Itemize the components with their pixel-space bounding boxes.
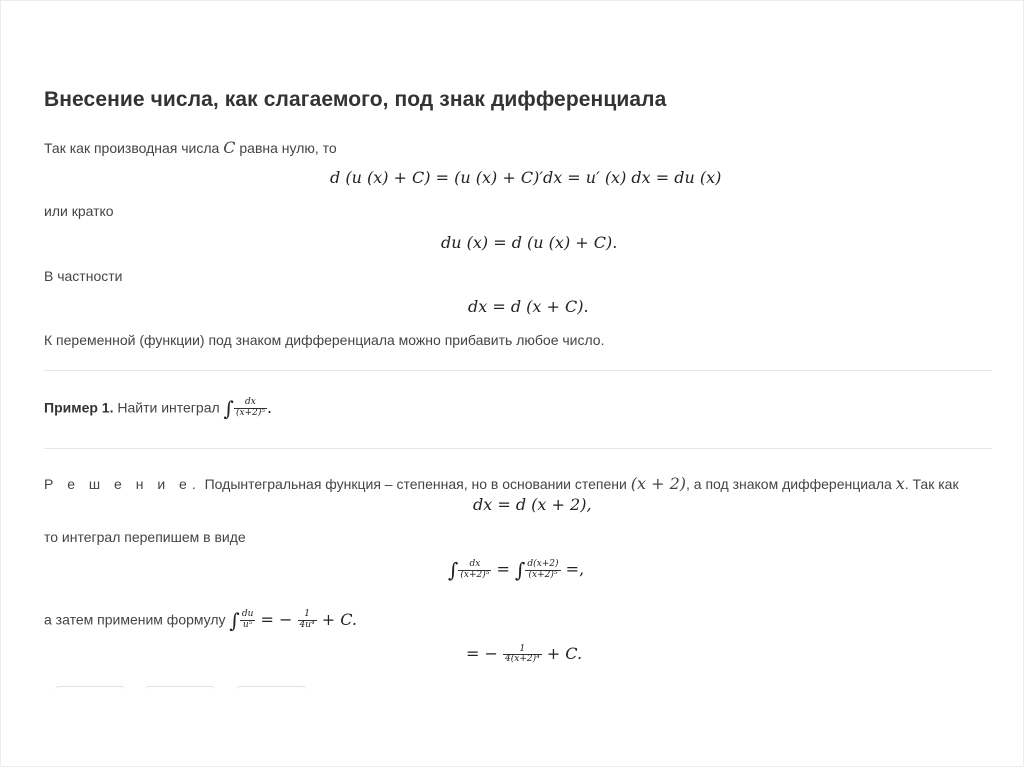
formula-1-text: d (u (x) + C) = (u (x) + C)′dx = u′ (x) dx = du (x) <box>330 168 722 187</box>
share-button-3[interactable] <box>236 686 306 697</box>
formula-short <box>441 233 617 252</box>
apply-den2: 4u⁴ <box>299 619 315 630</box>
solution-base: (x + 2) <box>630 474 686 493</box>
separator-bottom <box>44 448 992 449</box>
result-den: 4(x+2)⁴ <box>505 654 540 664</box>
page-title: Внесение числа, как слагаемого, под знак дифференциала <box>44 88 667 111</box>
share-button-1[interactable] <box>55 686 125 697</box>
rewrite-end: =, <box>565 559 585 579</box>
p1-after: равна нулю, то <box>239 140 337 156</box>
formula-dx <box>468 297 589 316</box>
constant-symbol: C <box>223 138 236 157</box>
rewrite-fraction-2 <box>525 560 560 580</box>
paragraph-rewrite: то интеграл перепишем в виде <box>44 529 246 545</box>
formula-differential-chain <box>330 168 721 187</box>
paragraph-short: или кратко <box>44 203 114 219</box>
apply-eq: = − <box>260 609 293 629</box>
formula-dx-shift <box>473 495 592 514</box>
formula-2-text: du (x) = d (u (x) + C). <box>441 233 618 252</box>
rewrite-num2: d(x+2) <box>527 559 559 570</box>
apply-formula <box>229 608 357 632</box>
result-num: 1 <box>503 645 542 655</box>
solution-var: x <box>895 474 905 493</box>
result-end: + C. <box>546 644 583 663</box>
solution-text3: . Так как <box>904 476 959 492</box>
rewrite-fraction-1 <box>458 560 491 580</box>
example-text: Найти интеграл <box>117 399 220 416</box>
result-fraction <box>503 645 542 665</box>
example-1 <box>44 396 272 420</box>
paragraph-apply <box>44 608 357 632</box>
paragraph-rule: К переменной (функции) под знаком дифференциала можно прибавить любое число. <box>44 332 605 348</box>
formula-3-text: dx = d (x + C). <box>468 297 589 316</box>
integral-sign-icon: ∫ <box>448 558 459 582</box>
integral-sign-icon: ∫ <box>515 558 526 582</box>
solution-paragraph <box>44 474 959 493</box>
example-end: . <box>266 397 273 417</box>
paragraph-particular: В частности <box>44 268 123 284</box>
rewrite-den1: (x+2)⁵ <box>460 569 490 580</box>
integral-sign-icon: ∫ <box>223 396 234 420</box>
example-num: dx <box>234 398 267 408</box>
apply-num2: 1 <box>298 610 317 620</box>
example-fraction <box>234 398 267 418</box>
apply-text: а затем применим формулу <box>44 611 226 628</box>
apply-end: + C. <box>321 609 357 629</box>
solution-text: Подынтегральная функция – степенная, но в основании степени <box>204 476 627 492</box>
paragraph-derivative <box>44 138 337 157</box>
result-eq: = − <box>466 644 498 663</box>
example-label: Пример 1. <box>44 399 114 416</box>
p1-before: Так как производная числа <box>44 140 220 156</box>
share-button-2[interactable] <box>145 686 215 697</box>
example-den: (x+2)⁵ <box>235 407 265 418</box>
rewrite-eq: = <box>496 559 510 579</box>
example-integral <box>223 396 273 420</box>
formula-rewrite <box>448 558 584 582</box>
solution-text2: , а под знаком дифференциала <box>686 476 892 492</box>
solution-label: Р е ш е н и е. <box>44 476 201 492</box>
apply-fraction-1 <box>240 610 256 630</box>
rewrite-den2: (x+2)⁵ <box>528 569 558 580</box>
apply-num: du <box>241 609 254 620</box>
formula-result <box>466 644 582 664</box>
integral-sign-icon: ∫ <box>229 608 240 632</box>
solution-formula: dx = d (x + 2), <box>473 495 592 514</box>
separator-top <box>44 370 992 371</box>
apply-den: u⁵ <box>242 619 253 630</box>
rewrite-num1: dx <box>458 560 491 570</box>
apply-fraction-2 <box>298 610 317 630</box>
